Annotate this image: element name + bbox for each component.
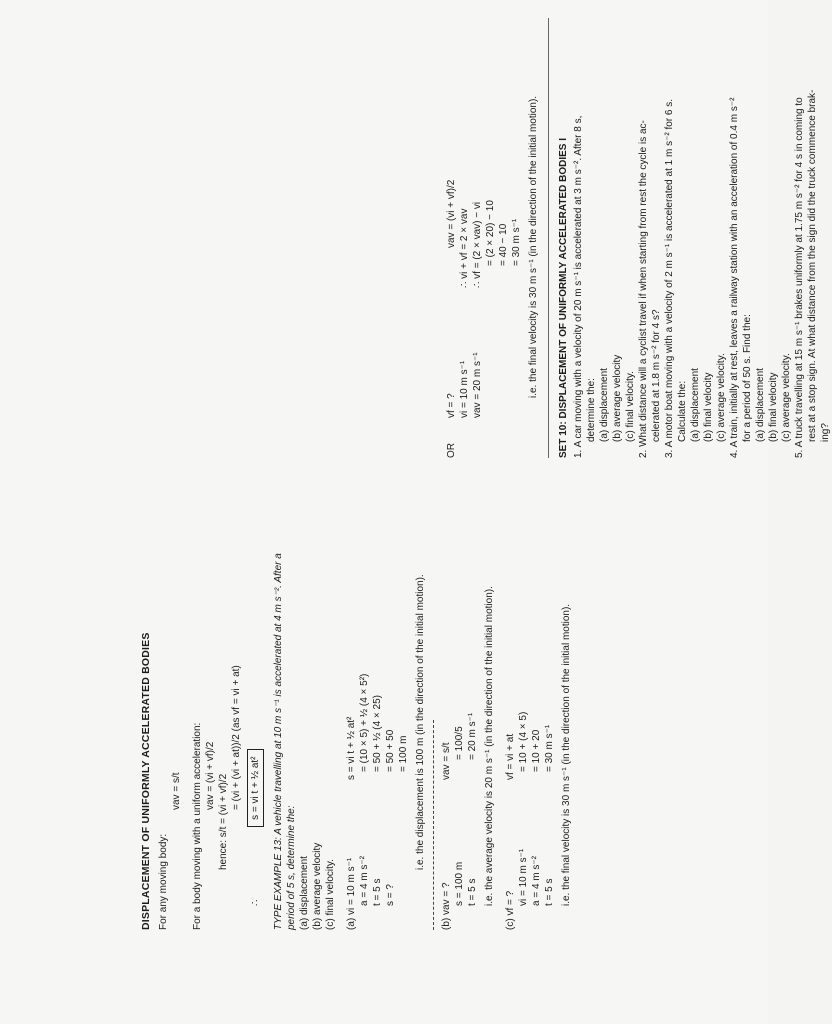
therefore-symbol: ∴: [250, 899, 261, 906]
b-ie-text: i.e. the average velocity is 20 m s⁻¹ (in the direction of the initial motion).: [484, 586, 495, 906]
or-work-6: = 30 m s⁻¹: [511, 218, 522, 266]
solution-a: [345, 460, 410, 930]
question-1: 1. A car moving with a velocity of 20 m s⁻¹ is accelerated at 3 m s⁻². After 8 s,: [573, 115, 584, 458]
or-given-2: vi = 10 m s⁻¹: [459, 360, 470, 418]
or-work-2: ∴ vi + vf = 2 × vav: [459, 208, 470, 288]
c-given-2: vi = 10 m s⁻¹: [518, 848, 529, 906]
b-given-2: s = 100 m: [454, 861, 465, 906]
a-work-2: = (10 × 5) + ½ (4 × 5²): [359, 673, 370, 772]
a-given-2: a = 4 m s⁻²: [359, 855, 370, 906]
b-given-1: (b) vav = ?: [441, 882, 452, 930]
example-part-c: (c) final velocity.: [325, 859, 336, 930]
a-work-3: = 50 + ½ (4 × 25): [372, 695, 383, 772]
question-1-b: (b) average velocity: [612, 354, 623, 442]
or-label: OR: [446, 443, 457, 458]
vav-definition: vav = s/t: [171, 772, 182, 810]
question-5-cont: rest at a stop sign. At what distance from the sign did the truck commence brak-: [807, 89, 818, 442]
or-ie-text: i.e. the final velocity is 30 m s⁻¹ (in the direction of the initial motion).: [528, 95, 539, 398]
question-3-c: (c) average velocity.: [716, 353, 727, 442]
question-1-a: (a) displacement: [599, 368, 610, 442]
solution-c: [504, 460, 556, 930]
or-given-1: vf = ?: [446, 393, 457, 418]
question-4: 4. A train, initially at rest, leaves a railway station with an acceleration of 0.4 m s⁻²: [729, 97, 740, 458]
question-3: 3. A motor boat moving with a velocity of 2 m s⁻¹ is accelerated at 1 m s⁻² for 6 s.: [664, 98, 675, 458]
question-4-c: (c) average velocity.: [781, 353, 792, 442]
or-solution: [445, 8, 523, 458]
example-part-b: (b) average velocity: [312, 842, 323, 930]
boxed-equation: s = vi t + ½ at²: [247, 749, 264, 826]
hence-line-1: hence: s/t = (vi + vf)/2: [218, 773, 229, 870]
any-body-text: For any moving body:: [158, 833, 169, 930]
example-title: TYPE EXAMPLE 13: A vehicle travelling at 10 m s⁻¹ is accelerated at 4 m s⁻². After a: [273, 553, 284, 930]
question-5: 5. A truck travelling at 15 m s⁻¹ brakes uniformly at 1.75 m s⁻² for 4 s in coming to: [794, 97, 805, 458]
c-work-3: = 10 + 20: [531, 729, 542, 772]
a-given-3: t = 5 s: [372, 878, 383, 906]
question-3-cont: Calculate the:: [677, 380, 688, 442]
section-divider: [548, 18, 549, 458]
question-2-cont: celerated at 1.8 m s⁻² for 4 s?: [651, 309, 662, 442]
uniform-text: For a body moving with a uniform acceleration:: [192, 722, 203, 930]
b-work-2: = 100/5: [454, 726, 465, 760]
right-column: [445, 8, 832, 458]
c-work-2: = 10 + (4 × 5): [518, 711, 529, 772]
question-4-b: (b) final velocity: [768, 372, 779, 442]
a-ie-text: i.e. the displacement is 100 m (in the direction of the initial motion).: [415, 574, 426, 870]
question-1-cont: determine the:: [586, 378, 597, 442]
question-3-a: (a) displacement: [690, 368, 701, 442]
c-given-1: (c) vf = ?: [505, 890, 516, 930]
question-2: 2. What distance will a cyclist travel if when starting from rest the cycle is ac-: [638, 120, 649, 458]
b-work-1: vav = s/t: [441, 742, 452, 780]
b-work-3: = 20 m s⁻¹: [467, 712, 478, 760]
c-given-4: t = 5 s: [544, 878, 555, 906]
or-given-3: vav = 20 m s⁻¹: [472, 352, 483, 418]
hence-line-2: = (vi + (vi + at))/2 (as vf = vi + at): [231, 665, 242, 810]
set-title: SET 10: DISPLACEMENT OF UNIFORMLY ACCELERATED BODIES I: [558, 137, 569, 458]
question-3-b: (b) final velocity: [703, 372, 714, 442]
c-work-1: vf = vi + at: [505, 733, 516, 780]
or-work-1: vav = (vi + vf)/2: [446, 179, 457, 248]
example-part-a: (a) displacement: [299, 856, 310, 930]
or-work-3: ∴ vf = (2 × vav) − vi: [472, 201, 483, 288]
example-title-2: period of 5 s, determine the:: [286, 805, 297, 930]
a-work-1: s = vi t + ½ at²: [346, 716, 357, 780]
a-work-5: = 100 m: [398, 735, 409, 772]
b-given-3: t = 5 s: [467, 878, 478, 906]
left-column: [140, 460, 573, 930]
page-title: DISPLACEMENT OF UNIFORMLY ACCELERATED BODIES: [140, 632, 152, 930]
divider: [433, 720, 434, 930]
c-given-3: a = 4 m s⁻²: [531, 855, 542, 906]
or-work-4: = (2 × 20) − 10: [485, 200, 496, 266]
a-given-1: (a) vi = 10 m s⁻¹: [346, 857, 357, 930]
vav-uniform: vav = (vi + vf)/2: [205, 741, 216, 810]
question-4-a: (a) displacement: [755, 368, 766, 442]
question-1-c: (c) final velocity.: [625, 371, 636, 442]
c-ie-text: i.e. the final velocity is 30 m s⁻¹ (in the direction of the initial motion).: [561, 603, 572, 906]
c-work-4: = 30 m s⁻¹: [544, 724, 555, 772]
a-given-4: s = ?: [385, 884, 396, 906]
a-work-4: = 50 + 50: [385, 729, 396, 772]
question-5-cont-2: ing?: [820, 423, 831, 442]
question-4-cont: for a period of 50 s. Find the:: [742, 314, 753, 442]
or-work-5: = 40 − 10: [498, 223, 509, 266]
solution-b: [440, 460, 479, 930]
